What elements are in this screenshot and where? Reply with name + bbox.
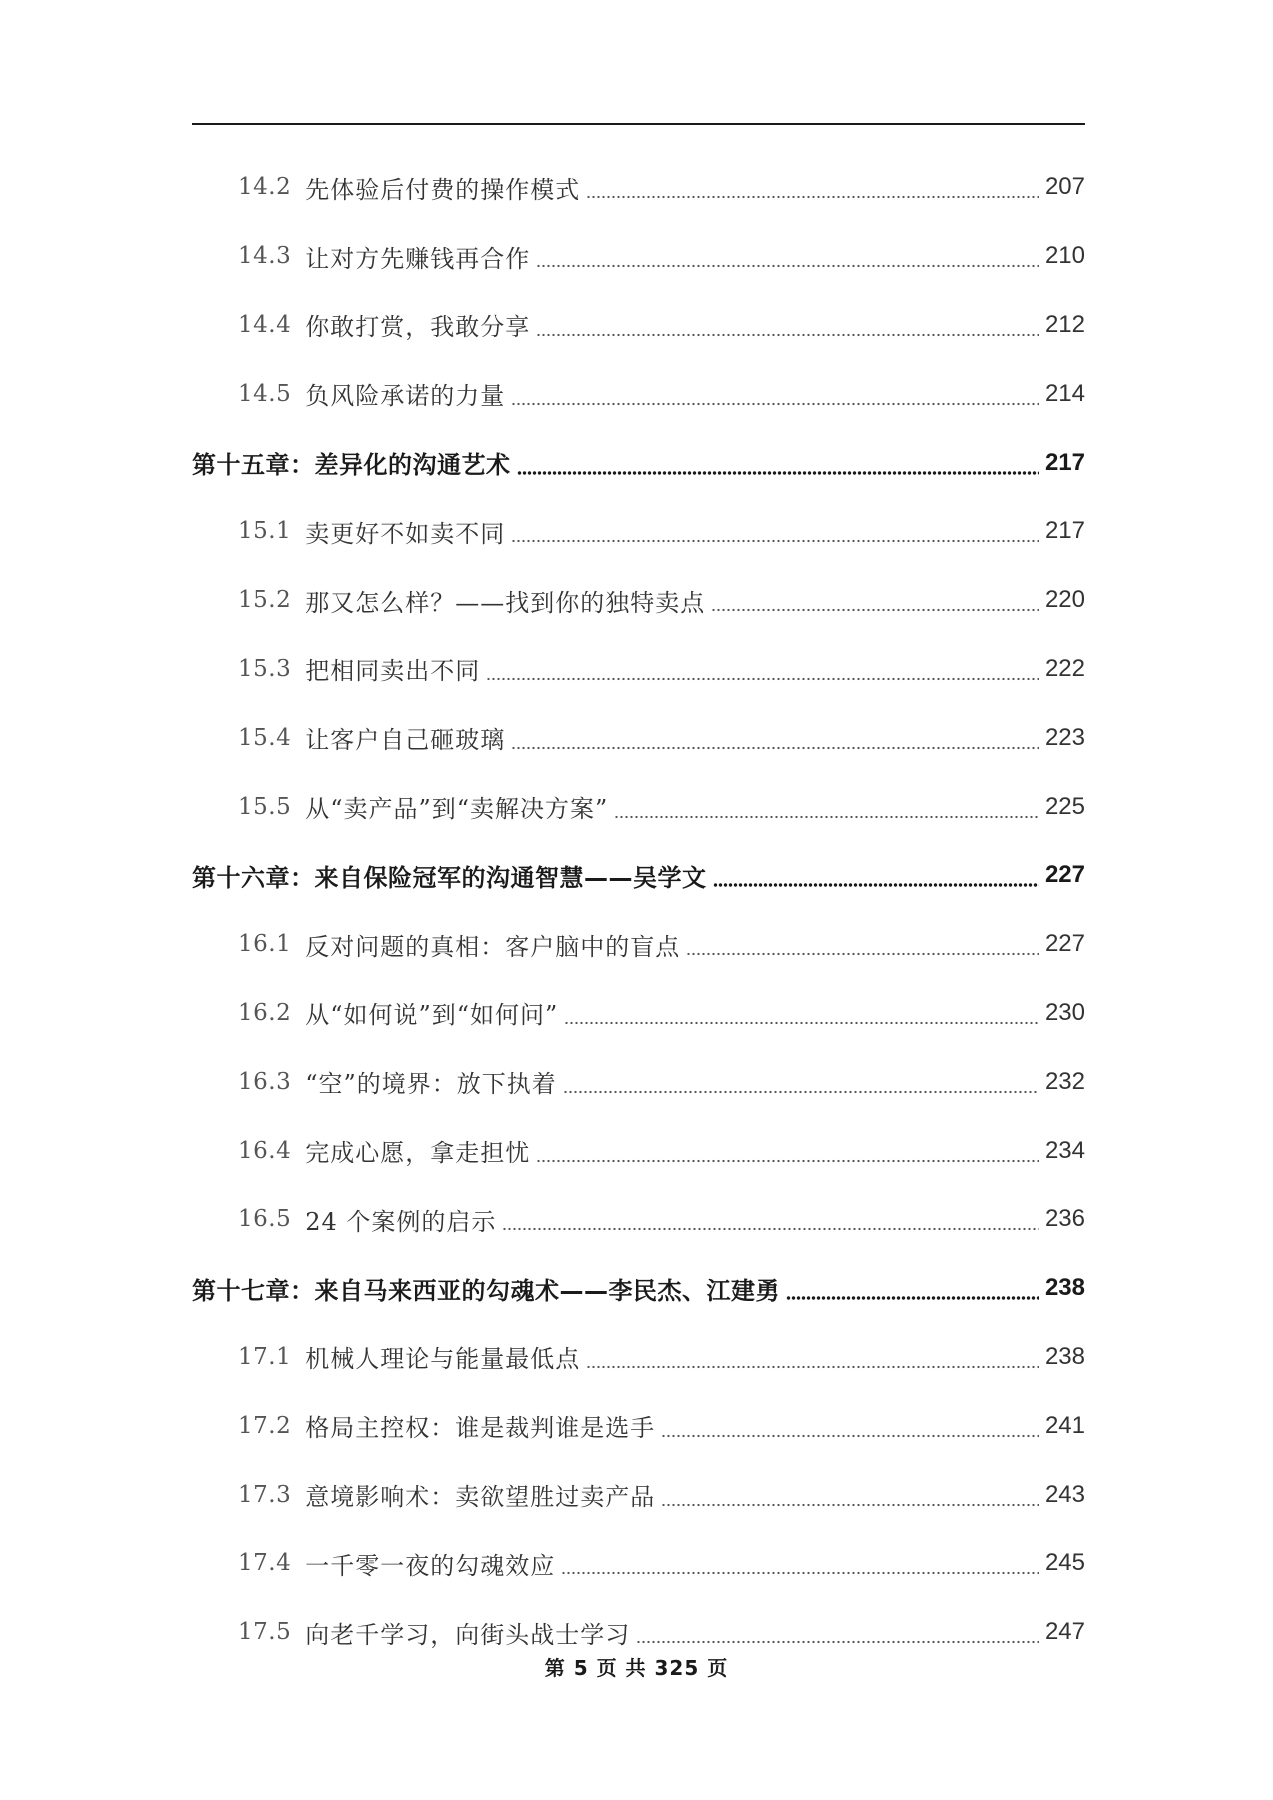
dot-leader	[502, 1207, 1039, 1231]
toc-entry-row[interactable]	[192, 153, 1085, 222]
dot-leader	[686, 932, 1039, 956]
toc-section-title: 你敢打赏，我敢分享	[305, 313, 531, 342]
toc-section-title: 格局主控权：谁是裁判谁是选手	[305, 1414, 656, 1443]
toc-page-number: 230	[1044, 998, 1085, 1026]
dot-leader	[511, 726, 1039, 750]
toc-section-number: 17.5	[238, 1619, 292, 1646]
header-rule	[192, 123, 1085, 125]
toc-section-title: 反对问题的真相：客户脑中的盲点	[305, 932, 681, 961]
toc-chapter-row[interactable]	[192, 1254, 1085, 1323]
toc-chapter-title: 第十七章：来自马来西亚的勾魂术——李民杰、江建勇	[192, 1276, 780, 1305]
toc-section-title: 一千零一夜的勾魂效应	[305, 1551, 556, 1580]
dot-leader	[561, 1551, 1039, 1575]
toc-section-number: 15.1	[238, 518, 292, 545]
toc-entry-row[interactable]	[192, 497, 1085, 566]
toc-section-title: 负风险承诺的力量	[305, 382, 506, 411]
toc-section-number: 15.3	[238, 655, 292, 682]
toc-entry-row[interactable]	[192, 910, 1085, 979]
dot-leader	[586, 175, 1039, 199]
toc-entry-row[interactable]	[192, 979, 1085, 1048]
toc-section-number: 14.4	[238, 311, 292, 338]
toc-entry-row[interactable]	[192, 1047, 1085, 1116]
toc-section-title: 卖更好不如卖不同	[305, 519, 506, 548]
toc-page-number: 223	[1044, 723, 1085, 751]
toc-section-number: 16.4	[238, 1137, 292, 1164]
toc-page-number: 236	[1044, 1205, 1085, 1233]
dot-leader	[636, 1620, 1039, 1644]
toc-page-number: 238	[1044, 1342, 1085, 1370]
toc-page-number: 243	[1044, 1480, 1085, 1508]
toc-chapter-row[interactable]	[192, 841, 1085, 910]
toc-section-number: 16.5	[238, 1206, 292, 1233]
toc-section-title: “空”的境界：放下执着	[305, 1070, 557, 1099]
toc-section-title: 那又怎么样？——找到你的独特卖点	[305, 588, 706, 617]
dot-leader	[586, 1345, 1039, 1369]
toc-section-number: 15.2	[238, 587, 292, 614]
toc-page-number: 212	[1044, 310, 1085, 338]
toc-section-title: 从“卖产品”到“卖解决方案”	[305, 795, 609, 824]
page-footer: 第 5 页 共 325 页	[544, 1656, 729, 1680]
toc-section-title: 完成心愿，拿走担忧	[305, 1139, 531, 1168]
dot-leader	[661, 1414, 1039, 1438]
toc-section-title: 从“如何说”到“如何问”	[305, 1001, 559, 1030]
toc-page-number: 247	[1044, 1618, 1085, 1646]
dot-leader	[486, 657, 1039, 681]
toc-chapter-title: 第十五章：差异化的沟通艺术	[192, 451, 511, 480]
toc-section-number: 16.3	[238, 1068, 292, 1095]
toc-entry-row[interactable]	[192, 291, 1085, 360]
dot-leader	[511, 519, 1039, 543]
toc-section-number: 16.2	[238, 999, 292, 1026]
toc-section-title: 先体验后付费的操作模式	[305, 175, 581, 204]
toc-entry-row[interactable]	[192, 1391, 1085, 1460]
dot-leader	[536, 1139, 1039, 1163]
toc-entry-row[interactable]	[192, 222, 1085, 291]
toc-page-number: 210	[1044, 242, 1085, 270]
toc-page-number: 214	[1044, 379, 1085, 407]
toc-page-number: 217	[1044, 517, 1085, 545]
toc-section-number: 15.4	[238, 724, 292, 751]
toc-section-number: 17.3	[238, 1481, 292, 1508]
toc-chapter-row[interactable]	[192, 428, 1085, 497]
toc-page-number: 241	[1044, 1411, 1085, 1439]
toc-entry-row[interactable]	[192, 635, 1085, 704]
toc-page-number: 232	[1044, 1067, 1085, 1095]
toc-entry-row[interactable]	[192, 703, 1085, 772]
dot-leader	[614, 795, 1039, 819]
toc-section-title: 把相同卖出不同	[305, 657, 481, 686]
toc-page-number: 225	[1044, 792, 1085, 820]
toc-entry-row[interactable]	[192, 1185, 1085, 1254]
toc-entry-row[interactable]	[192, 1323, 1085, 1392]
dot-leader	[563, 1070, 1039, 1094]
toc-section-number: 15.5	[238, 793, 292, 820]
toc-section-title: 意境影响术：卖欲望胜过卖产品	[305, 1483, 656, 1512]
toc-section-title: 让客户自己砸玻璃	[305, 726, 506, 755]
dot-leader	[661, 1483, 1039, 1507]
toc-section-number: 17.4	[238, 1550, 292, 1577]
toc-chapter-title: 第十六章：来自保险冠军的沟通智慧——吴学文	[192, 863, 707, 892]
dot-leader	[713, 863, 1039, 887]
toc-page-number: 217	[1044, 448, 1085, 476]
toc-page-number: 207	[1044, 173, 1085, 201]
toc-page-number: 234	[1044, 1136, 1085, 1164]
toc-section-number: 14.3	[238, 243, 292, 270]
toc-entry-row[interactable]	[192, 772, 1085, 841]
dot-leader	[786, 1276, 1039, 1300]
toc-section-title: 向老千学习，向街头战士学习	[305, 1620, 631, 1649]
toc-entry-row[interactable]	[192, 359, 1085, 428]
toc-section-number: 14.5	[238, 380, 292, 407]
toc-entry-row[interactable]	[192, 566, 1085, 635]
toc-page-number: 227	[1044, 861, 1085, 889]
toc-section-number: 16.1	[238, 931, 292, 958]
dot-leader	[536, 313, 1039, 337]
toc-section-title: 让对方先赚钱再合作	[305, 244, 531, 273]
table-of-contents	[192, 153, 1085, 1667]
toc-entry-row[interactable]	[192, 1460, 1085, 1529]
toc-page-number: 220	[1044, 586, 1085, 614]
dot-leader	[536, 244, 1039, 268]
toc-page-number: 227	[1044, 930, 1085, 958]
toc-page-number: 245	[1044, 1549, 1085, 1577]
toc-section-title: 机械人理论与能量最低点	[305, 1345, 581, 1374]
dot-leader	[511, 382, 1039, 406]
toc-entry-row[interactable]	[192, 1529, 1085, 1598]
toc-section-number: 17.1	[238, 1343, 292, 1370]
toc-section-title: 24 个案例的启示	[305, 1207, 497, 1236]
toc-section-number: 14.2	[238, 174, 292, 201]
dot-leader	[711, 588, 1039, 612]
toc-entry-row[interactable]	[192, 1116, 1085, 1185]
toc-page-number: 238	[1044, 1274, 1085, 1302]
dot-leader	[564, 1001, 1039, 1025]
toc-section-number: 17.2	[238, 1412, 292, 1439]
toc-page-number: 222	[1044, 654, 1085, 682]
dot-leader	[517, 451, 1039, 475]
